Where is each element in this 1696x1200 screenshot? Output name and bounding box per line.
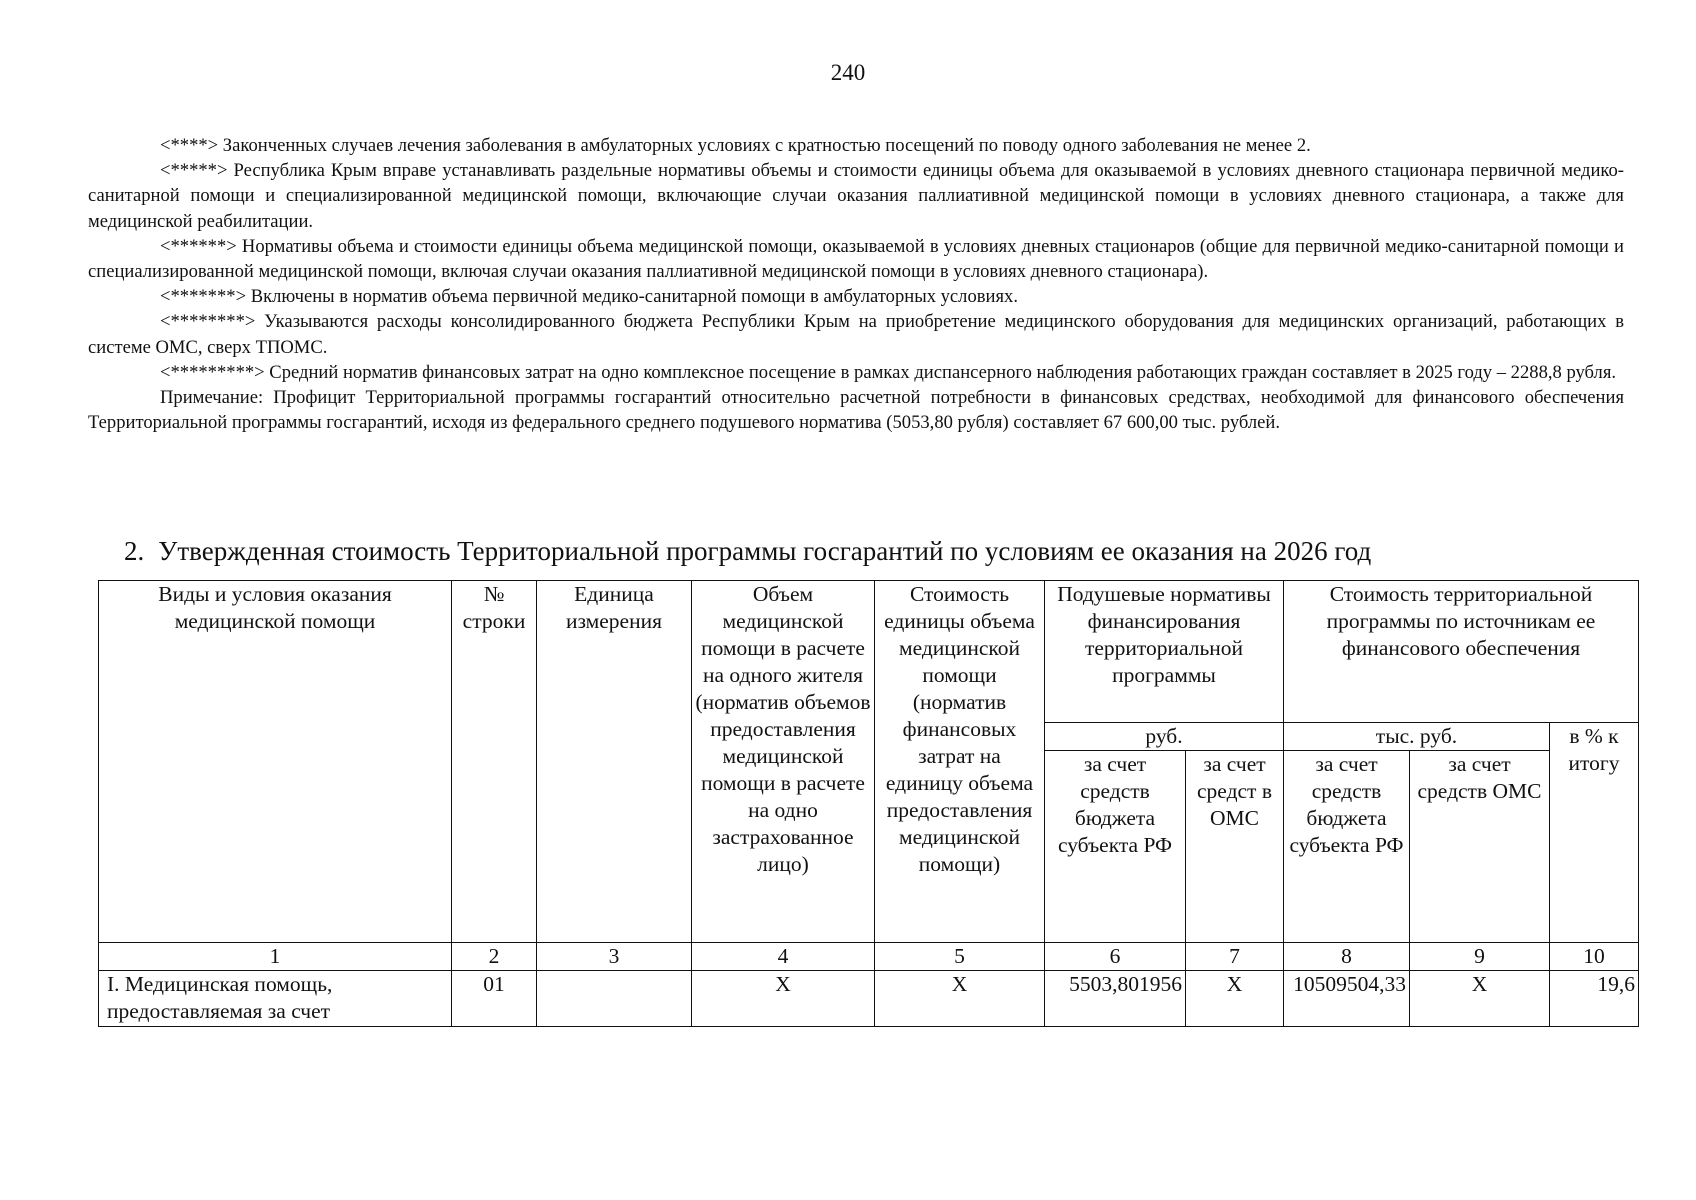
row-percent: 19,6 — [1550, 971, 1639, 1027]
header-cost-budget: за счет средств бюджета субъекта РФ — [1284, 751, 1410, 943]
row-unit-cost: Х — [875, 971, 1045, 1027]
header-per-capita-oms: за счет средст в ОМС — [1186, 751, 1284, 943]
column-number: 10 — [1550, 943, 1639, 971]
header-row-number: № строки — [452, 581, 537, 943]
header-percent: в % к итогу — [1550, 723, 1639, 943]
column-number: 6 — [1045, 943, 1186, 971]
row-number: 01 — [452, 971, 537, 1027]
row-per-capita-oms: Х — [1186, 971, 1284, 1027]
table-row — [99, 971, 1639, 1027]
header-per-capita: Подушевые нормативы финансирования территориальной программы — [1045, 581, 1284, 723]
page-number: 240 — [830, 60, 866, 85]
column-number-row — [99, 943, 1639, 971]
header-unit: Единица измерения — [537, 581, 692, 943]
header-program-cost: Стоимость территориальной программы по источникам ее финансового обеспечения — [1284, 581, 1639, 723]
header-per-capita-budget: за счет средств бюджета субъекта РФ — [1045, 751, 1186, 943]
row-cost-budget: 10509504,33 — [1284, 971, 1410, 1027]
column-number: 5 — [875, 943, 1045, 971]
header-kind: Виды и условия оказания медицинской помощи — [99, 581, 452, 943]
header-cost-oms: за счет средств ОМС — [1410, 751, 1550, 943]
header-unit-cost: Стоимость единицы объема медицинской помощи (норматив финансовых затрат на единицу объема предоставления медицинской помощи) — [875, 581, 1045, 943]
section-title — [124, 536, 1644, 567]
column-number: 8 — [1284, 943, 1410, 971]
header-rub: руб. — [1045, 723, 1284, 751]
column-number: 7 — [1186, 943, 1284, 971]
header-thousand-rub: тыс. руб. — [1284, 723, 1550, 751]
row-unit — [537, 971, 692, 1027]
column-number: 2 — [452, 943, 537, 971]
footnote-9-stars: <*********> Средний норматив финансовых затрат на одно комплексное посещение в рамках диспансерного наблюдения работающих граждан составляет в 2025 году – 2288,8 рубля. — [160, 361, 1617, 383]
funding-table — [98, 580, 1639, 1027]
row-cost-oms: Х — [1410, 971, 1550, 1027]
column-number: 3 — [537, 943, 692, 971]
footnotes — [88, 133, 1624, 435]
footnote-5-stars: <*****> Республика Крым вправе устанавливать раздельные нормативы объемы и стоимости единицы объема для оказываемой в условиях дневного стационара первичной медико-санитарной помощи и специализированной медицинской помощи, включающие случаи оказания паллиативной медицинской помощи в условиях дневного стационара, а также для медицинской реабилитации. — [88, 160, 1624, 232]
section-title-text: Утвержденная стоимость Территориальной программы госгарантий по условиям ее оказания на 2026 год — [158, 536, 1372, 566]
column-number: 4 — [692, 943, 875, 971]
footnote-8-stars: <********> Указываются расходы консолидированного бюджета Республики Крым на приобретение медицинского оборудования для медицинских организаций, работающих в системе ОМС, сверх ТПОМС. — [88, 311, 1624, 358]
section-number: 2. — [124, 536, 145, 566]
row-volume: Х — [692, 971, 875, 1027]
row-per-capita-budget: 5503,801956 — [1045, 971, 1186, 1027]
footnote-7-stars: <*******> Включены в норматив объема первичной медико-санитарной помощи в амбулаторных условиях. — [160, 286, 1018, 308]
footnote-4-stars: <****> Законченных случаев лечения заболевания в амбулаторных условиях с кратностью посещений по поводу одного заболевания не менее 2. — [160, 135, 1311, 156]
row-name: I. Медицинская помощь, предоставляемая за счет — [99, 971, 452, 1027]
column-number: 1 — [99, 943, 452, 971]
note-surplus: Примечание: Профицит Территориальной программы госгарантий относительно расчетной потребности в финансовых средствах, необходимой для финансового обеспечения Территориальной программы госгарантий, исходя из федерального среднего подушевого норматива (5053,80 рубля) составляет 67 600,00 тыс. рублей. — [88, 387, 1624, 434]
footnote-6-stars: <******> Нормативы объема и стоимости единицы объема медицинской помощи, оказываемой в условиях дневных стационаров (общие для первичной медико-санитарной помощи и специализированной медицинской помощи, включая случаи оказания паллиативной медицинской помощи в условиях дневного стационара). — [88, 235, 1624, 283]
column-number: 9 — [1410, 943, 1550, 971]
header-volume: Объем медицинской помощи в расчете на одного жителя (норматив объемов предоставления медицинской помощи в расчете на одно застрахованное лицо) — [692, 581, 875, 943]
